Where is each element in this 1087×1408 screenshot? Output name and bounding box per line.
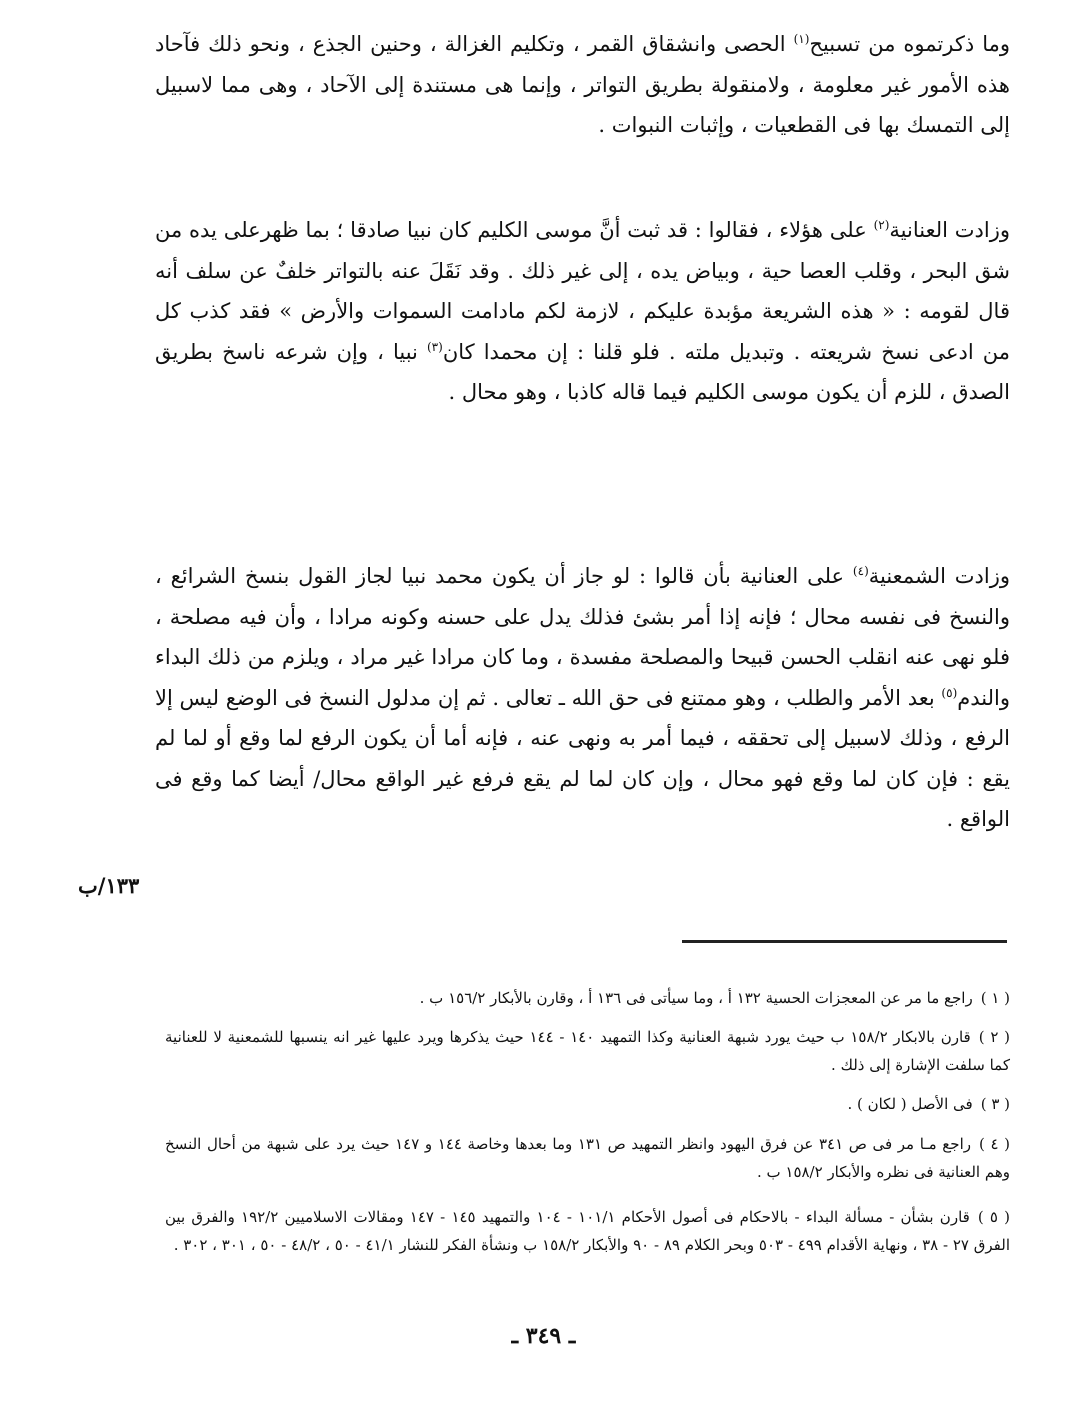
footnote-4-body: راجع مـا مر فى ص ٣٤١ عن فرق اليهود وانظر التمهيد ص ١٣١ وما بعدها وخاصة ١٤٤ و ١٤٧ حيث يرد على شبهة من أحال النسخ وهم العنانية فى نظره والأبكار ١٥٨/٢ ب . [165, 1135, 1010, 1181]
footnote-4-text [165, 1130, 1010, 1186]
paragraph-1-start: وما ذكرتموه من تسبيح [809, 32, 1010, 56]
paragraph-2-start: وزادت العنانية [889, 218, 1010, 242]
footnote-separator [682, 940, 1007, 943]
footnote-2-number: ( ٢ ) [978, 1028, 1011, 1046]
paragraph-2-middle: على هؤلاء ، فقالوا : قد ثبت أنَّ موسى الكليم كان نبيا صادقا ؛ بما ظهرعلى يده من شق البحر ، وقلب العصا حية ، وبياض يده ، إلى غير ذلك . وقد نَقَلَ عنه بالتواتر خلفٌ عن سلف أنه قال لقومه : « هذه الشريعة مؤبدة عليكم ، لازمة لكم مادامت السموات والأرض » فقد كذب كل من ادعى نسخ شريعته . وتبديل ملته . فلو قلنا : إن محمدا كان [155, 218, 1010, 364]
footnote-ref-2: (٢) [873, 218, 890, 232]
paragraph-1 [155, 24, 1010, 146]
footnote-ref-4: (٤) [852, 564, 869, 578]
footnote-3 [165, 1090, 1010, 1118]
footnote-1-text [165, 984, 1010, 1012]
footnote-5 [165, 1203, 1010, 1259]
paragraph-3-text [155, 556, 1010, 840]
footnote-2-text [165, 1023, 1010, 1079]
paragraph-1-rest: الحصى وانشقاق القمر ، وتكليم الغزالة ، وحنين الجذع ، ونحو ذلك فآحاد هذه الأمور غير معلومة ، ولامنقولة بطريق التواتر ، وإنما هى مستندة إلى الآحاد ، وهى مما لاسبيل إلى التمسك بها فى القطعيات ، وإثبات النبوات . [155, 32, 1010, 137]
paragraph-2-text [155, 210, 1010, 413]
paragraph-3 [155, 556, 1010, 840]
footnote-1-number: ( ١ ) [980, 989, 1010, 1007]
footnote-3-text [165, 1090, 1010, 1118]
footnote-ref-5: (٥) [941, 685, 958, 700]
manuscript-folio-marker: ١٣٣/ب [78, 873, 140, 898]
paragraph-3-rest: بعد الأمر والطلب ، وهو ممتنع فى حق الله ـ تعالى . ثم إن مدلول النسخ فى الوضع ليس إلا الرفع ، وذلك لاسبيل إلى تحققه ، فيما أمر به ونهى عنه ، فإنه أما أن يكون الرفع لما وقع أو لما لم يقع : فإن كان لما وقع فهو محال ، وإن كان لما لم يقع فرفع غير الواقع محال/ أيضا كما وقع فى الواقع . [155, 685, 1010, 831]
footnote-3-number: ( ٣ ) [980, 1095, 1010, 1113]
footnote-5-body: قارن بشأن - مسألة البداء - بالاحكام فى أصول الأحكام ١٠١/١ - ١٠٤ والتمهيد ١٤٥ - ١٤٧ ومقالات الاسلاميين ١٩٢/٢ والفرق بين الفرق ٢٧ - ٣٨ ، ونهاية الأقدام ٤٩٩ - ٥٠٣ وبحر الكلام ٨٩ - ٩٠ والأبكار ١٥٨/٢ ب ونشأة الفكر للنشار ٤١/١ - ٥٠ ، ٤٨/٢ - ٥٠ ، ٣٠١ ، ٣٠٢ . [165, 1208, 1010, 1254]
page-number: ـ ٣٤٩ ـ [511, 1323, 576, 1349]
footnote-5-text [165, 1203, 1010, 1259]
footnote-2-body: قارن بالابكار ١٥٨/٢ ب حيث يورد شبهة العنانية وكذا التمهيد ١٤٠ - ١٤٤ حيث يذكرها ويرد عليها غير انه ينسبها للشمعنية لا للعنانية كما سلفت الإشارة إلى ذلك . [165, 1028, 1010, 1074]
paragraph-3-start: وزادت الشمعنية [868, 564, 1010, 588]
paragraph-2-rest: نبيا ، وإن شرعه ناسخ بطريق الصدق ، للزم أن يكون موسى الكليم فيما قاله كاذبا ، وهو محال . [155, 339, 1010, 404]
paragraph-3-middle: على العنانية بأن قالوا : لو جاز أن يكون محمد نبيا لجاز القول بنسخ الشرائع ، والنسخ فى نفسه محال ؛ فإنه إذا أمر بشئ فذلك يدل على حسنه وكونه مرادا ، وأن فيه مصلحة ، فلو نهى عنه انقلب الحسن قبيحا والمصلحة مفسدة ، وما كان مرادا غير مراد ، ويلزم من ذلك البداء والندم [155, 564, 1010, 710]
paragraph-2 [155, 210, 1010, 413]
footnote-3-body: فى الأصل ( لكان ) . [847, 1095, 973, 1113]
footnote-ref-1: (١) [793, 32, 810, 46]
footnote-1-body: راجع ما مر عن المعجزات الحسية ١٣٢ أ ، وما سيأتى فى ١٣٦ أ ، وقارن بالأبكار ١٥٦/٢ ب . [419, 989, 973, 1007]
footnote-2 [165, 1023, 1010, 1079]
footnote-ref-3: (٣) [426, 339, 443, 354]
paragraph-1-text [155, 24, 1010, 146]
footnote-4-number: ( ٤ ) [978, 1135, 1010, 1153]
footnote-4 [165, 1130, 1010, 1186]
footnote-5-number: ( ٥ ) [977, 1208, 1010, 1226]
footnote-1 [165, 984, 1010, 1012]
